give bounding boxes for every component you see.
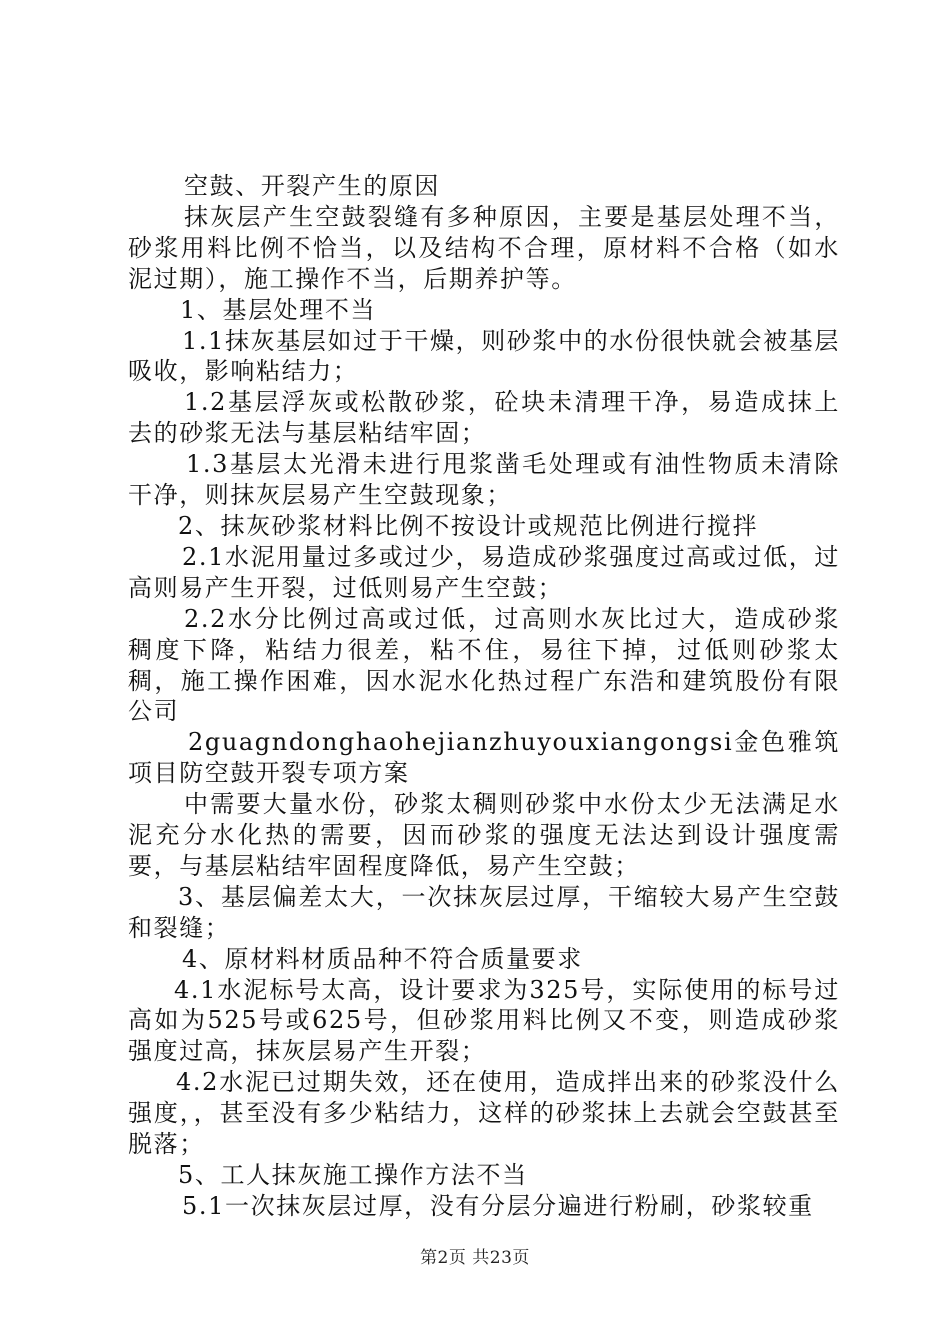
paragraph: 抹灰层产生空鼓裂缝有多种原因，主要是基层处理不当，砂浆用料比例不恰当，以及结构不合理，原材料不合格（如水泥过期），施工操作不当，后期养护等。 <box>128 202 840 293</box>
paragraph: 4、原材料材质品种不符合质量要求 <box>182 944 583 973</box>
paragraph: 4.1水泥标号太高，设计要求为325号，实际使用的标号过高如为525号或625号，但砂浆用料比例又不变，则造成砂浆强度过高，抹灰层易产生开裂； <box>128 975 840 1066</box>
paragraph: 2.1水泥用量过多或过少，易造成砂浆强度过高或过低，过高则易产生开裂，过低则易产生空鼓； <box>128 542 840 602</box>
paragraph: 1、基层处理不当 <box>180 295 377 324</box>
page-footer: 第2页 共23页 <box>420 1248 530 1268</box>
paragraph: 5、工人抹灰施工操作方法不当 <box>178 1161 528 1189</box>
paragraph: 1.2基层浮灰或松散砂浆，砼块未清理干净，易造成抹上去的砂浆无法与基层粘结牢固； <box>128 388 840 448</box>
paragraph: 2.2水分比例过高或过低，过高则水灰比过大，造成砂浆稠度下降，粘结力很差，粘不住，易往下掉，过低则砂浆太稠，施工操作困难，因水泥水化热过程广东浩和建筑股份有限公司 <box>128 604 840 726</box>
paragraph: 2guagndonghaohejianzhuyouxiangongsi金色雅筑项目防空鼓开裂专项方案 <box>128 728 840 788</box>
paragraph: 空鼓、开裂产生的原因 <box>184 172 440 200</box>
document-body <box>128 171 840 1222</box>
paragraph: 中需要大量水份，砂浆太稠则砂浆中水份太少无法满足水泥充分水化热的需要，因而砂浆的强度无法达到设计强度需要，与基层粘结牢固程度降低，易产生空鼓； <box>128 790 840 880</box>
paragraph: 1.1抹灰基层如过于干燥，则砂浆中的水份很快就会被基层吸收，影响粘结力； <box>128 326 840 386</box>
paragraph: 4.2水泥已过期失效，还在使用，造成拌出来的砂浆没什么强度，，甚至没有多少粘结力，这样的砂浆抹上去就会空鼓甚至脱落； <box>128 1068 840 1159</box>
paragraph: 3、基层偏差太大，一次抹灰层过厚，干缩较大易产生空鼓和裂缝； <box>128 882 840 942</box>
paragraph: 1.3基层太光滑未进行甩浆凿毛处理或有油性物质未清除干净，则抹灰层易产生空鼓现象； <box>128 450 840 510</box>
paragraph: 5.1一次抹灰层过厚，没有分层分遍进行粉刷，砂浆较重 <box>182 1191 814 1220</box>
paragraph: 2、抹灰砂浆材料比例不按设计或规范比例进行搅拌 <box>178 511 759 540</box>
